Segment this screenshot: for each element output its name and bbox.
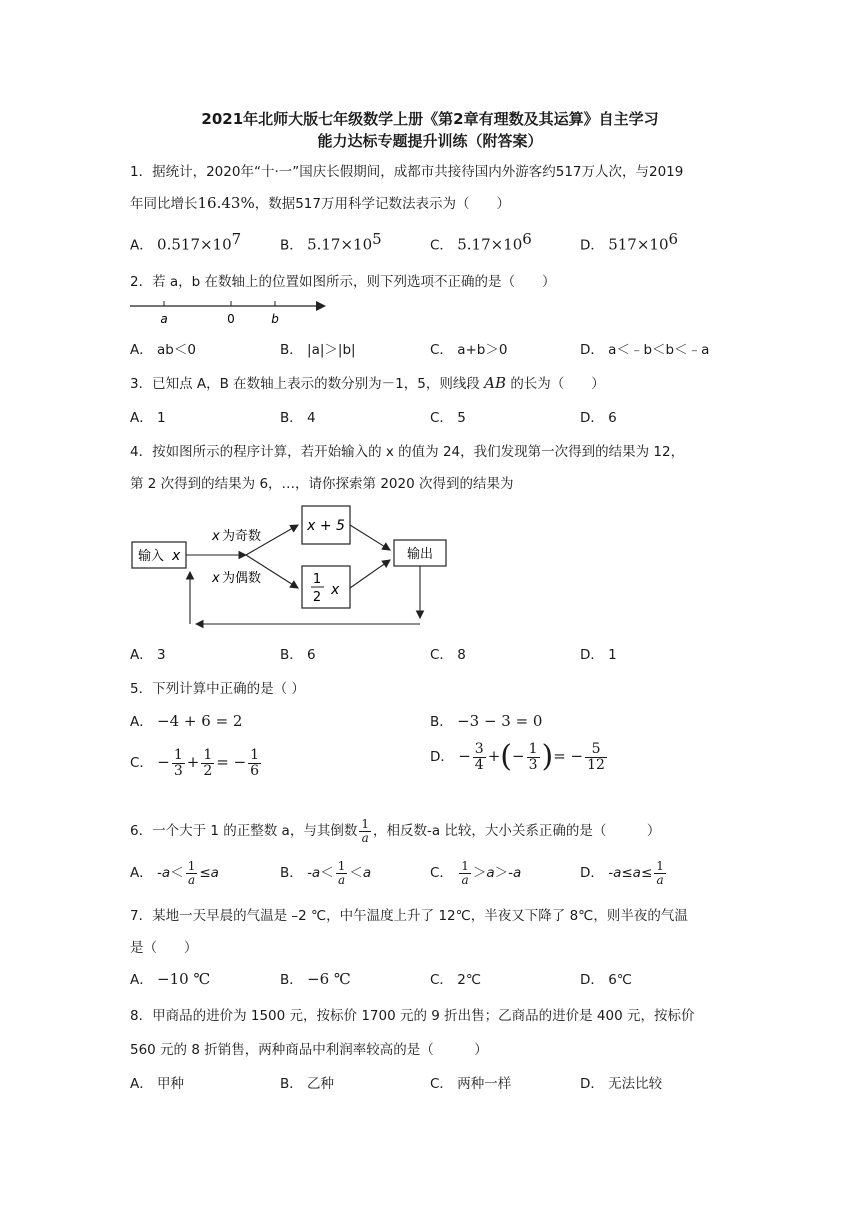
q7-option-c: C． 2℃ [430, 972, 481, 988]
q8-option-a: A． 甲种 [130, 1076, 185, 1092]
q4-option-c: C． 8 [430, 647, 466, 663]
q1-text-a: 年同比增长 [130, 196, 198, 212]
document-title-line2: 能力达标专题提升训练（附答案） [317, 132, 543, 150]
q1-option-a: A． $0.517\times 10^7$ [130, 230, 242, 254]
q2-stem: 2．若 a，b 在数轴上的位置如图所示，则下列选项不正确的是（ ） [130, 274, 556, 290]
q4-option-d: D． 1 [580, 647, 617, 663]
svg-text:x: x [212, 571, 220, 586]
svg-text:x: x [212, 529, 220, 544]
q8-stem-line2: 560 元的 8 折销售，两种商品中利润率较高的是（ ） [130, 1042, 488, 1058]
q3-option-c: C． 5 [430, 410, 466, 426]
q1-option-c: C． $5.17\times 10^6$ [430, 230, 532, 254]
q2-option-b: B． |a|＞|b| [280, 342, 356, 358]
q1-option-d: D． $517\times 10^6$ [580, 230, 679, 254]
q7-option-a: A． −10 ℃ [130, 970, 211, 988]
q3-option-a: A． 1 [130, 410, 166, 426]
flow-even-label: 为偶数 [222, 571, 262, 586]
document-title-line1: 2021年北师大版七年级数学上册《第2章有理数及其运算》自主学习 [201, 110, 659, 128]
q2-option-d: D． a＜﹣b＜b＜﹣a [580, 342, 710, 358]
q3-option-b: B． 4 [280, 410, 316, 426]
flow-odd-expression: x + 5 [307, 518, 345, 534]
q2-option-a: A． ab＜0 [130, 342, 196, 358]
svg-text:x: x [331, 582, 340, 598]
axis-label-a: a [160, 312, 168, 326]
q6-option-d: D． -a≤a≤ $\frac{1}{a}$ [580, 859, 664, 887]
q7-stem-line1: 7．某地一天早晨的气温是 –2 ℃，中午温度上升了 12℃，半夜又下降了 8℃，则半夜的气温 [130, 908, 688, 924]
q2-option-c: C． a+b＞0 [430, 342, 508, 358]
flow-output-label: 输出 [406, 547, 434, 562]
q8-option-b: B． 乙种 [280, 1076, 335, 1092]
q5-option-b: B． −3 − 3 = 0 [430, 712, 543, 730]
q1-text-b: ，数据517万用科学记数法表示为（ ） [254, 196, 510, 212]
axis-label-b: b [271, 312, 279, 326]
q7-option-d: D． 6℃ [580, 972, 632, 988]
q1-growth-rate: 16.43% [197, 194, 255, 212]
q4-option-b: B． 6 [280, 647, 316, 663]
flow-odd-label: 为奇数 [222, 529, 262, 544]
q8-stem-line1: 8．甲商品的进价为 1500 元，按标价 1700 元的 9 折出售；乙商品的进价是 400 元，按标价 [130, 1008, 695, 1024]
axis-label-zero: 0 [227, 312, 235, 326]
q1-stem-line2 [130, 192, 510, 212]
svg-text:2: 2 [312, 590, 322, 605]
q4-option-a: A． 3 [130, 647, 166, 663]
q5-stem: 5．下列计算中正确的是（ ） [130, 681, 305, 697]
q6-option-a: A． -a＜ $\frac{1}{a}$ ≤a [130, 859, 219, 887]
q5-option-a: A． −4 + 6 = 2 [130, 712, 243, 730]
q5-option-c: C． − $\frac{1}{3}$ + $\frac{1}{2}$ = − $\frac{1}{6}$ [130, 747, 260, 779]
q6-option-c: C． $\frac{1}{a}$ ＞a＞-a [430, 859, 522, 887]
flow-input-label: 输入 [138, 549, 165, 564]
q7-stem-line2: 是（ ） [130, 940, 198, 956]
q2-number-line [128, 296, 338, 328]
q4-stem-line1: 4．按如图所示的程序计算，若开始输入的 x 的值为 24，我们发现第一次得到的结果为 12， [130, 444, 685, 460]
q4-stem-line2: 第 2 次得到的结果为 6，…，请你探索第 2020 次得到的结果为 [130, 476, 514, 492]
q5-option-d: D． − $\frac{3}{4}$ +(− $\frac{1}{3}$ )= − $\frac{5}{12}$ [430, 739, 605, 775]
q8-option-d: D． 无法比较 [580, 1076, 663, 1092]
q8-option-c: C． 两种一样 [430, 1076, 512, 1092]
q3-option-d: D． 6 [580, 410, 617, 426]
q1-option-b: B． $5.17\times 10^5$ [280, 230, 382, 254]
svg-text:1: 1 [312, 572, 322, 587]
q7-option-b: B． −6 ℃ [280, 970, 351, 988]
q4-flowchart [128, 500, 458, 632]
q6-stem: 6．一个大于 1 的正整数 a，与其倒数 $\frac{1}{a}$ ，相反数-a 比较，大小关系正确的是（ ） [130, 817, 661, 845]
svg-text:x: x [172, 548, 181, 564]
q1-stem-line1: 1．据统计，2020年“十·一”国庆长假期间，成都市共接待国内外游客约517万人次，与2019 [130, 164, 684, 180]
q3-stem: 3．已知点 A，B 在数轴上表示的数分别为－1，5，则线段 AB 的长为（ ） [130, 374, 605, 392]
q3-segment-ab: AB [484, 374, 507, 392]
q6-option-b: B． -a＜ $\frac{1}{a}$ ＜a [280, 859, 372, 887]
